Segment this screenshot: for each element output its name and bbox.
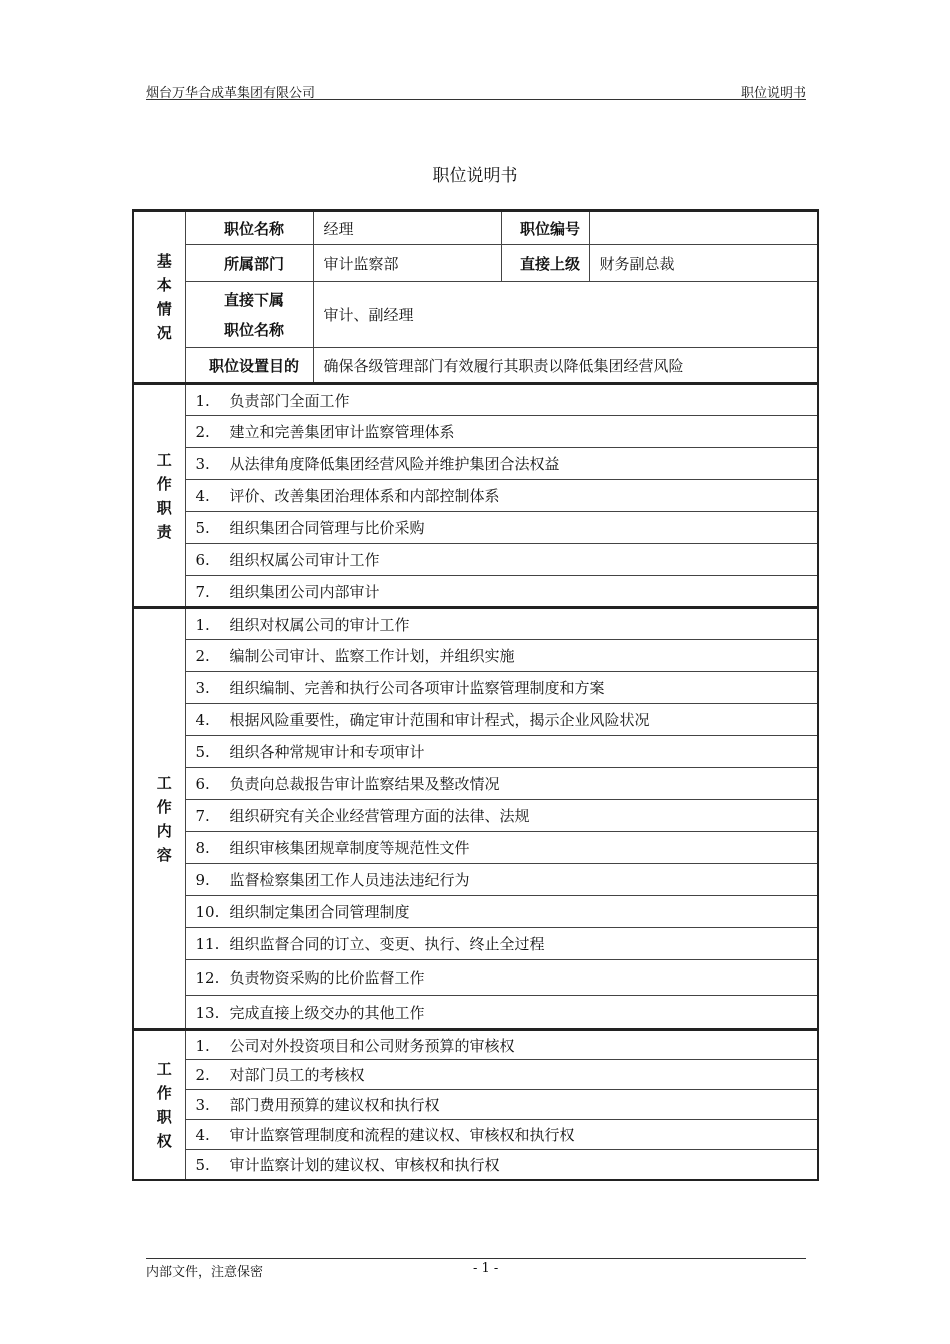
list-item-text: 评价、改善集团治理体系和内部控制体系	[229, 487, 500, 505]
list-item-number: 3.	[195, 679, 210, 697]
list-item-text: 负责向总裁报告审计监察结果及整改情况	[229, 775, 500, 793]
list-item-text: 负责部门全面工作	[229, 391, 350, 410]
list-item-number: 13.	[195, 1003, 220, 1022]
list-item-number: 2.	[195, 1066, 210, 1084]
list-item-text: 公司对外投资项目和公司财务预算的审核权	[229, 1036, 515, 1055]
list-item-text: 负责物资采购的比价监督工作	[229, 969, 425, 987]
footer-divider	[146, 1258, 806, 1259]
section-basic-label: 基本情况	[156, 252, 172, 342]
position-number-value	[589, 211, 818, 245]
footer-confidential-note: 内部文件，注意保密	[146, 1265, 264, 1280]
list-item-number: 5.	[195, 743, 210, 761]
list-item-text: 审计监察管理制度和流程的建议权、审核权和执行权	[229, 1126, 575, 1144]
list-item-number: 6.	[195, 551, 210, 569]
list-item	[185, 512, 818, 544]
list-item-text: 建立和完善集团审计监察管理体系	[229, 423, 455, 441]
list-item-text: 完成直接上级交办的其他工作	[229, 1003, 425, 1022]
department-value: 审计监察部	[313, 245, 501, 282]
list-item-text: 组织对权属公司的审计工作	[229, 615, 410, 634]
list-item	[185, 1090, 818, 1120]
subordinates-label	[185, 282, 313, 348]
direct-superior-label: 直接上级	[501, 245, 589, 282]
list-item	[185, 576, 818, 608]
list-item-text: 对部门员工的考核权	[229, 1066, 365, 1084]
department-label: 所属部门	[185, 245, 313, 282]
header-company: 烟台万华合成革集团有限公司	[146, 86, 316, 101]
list-item	[185, 864, 818, 896]
header-divider	[146, 99, 806, 100]
list-item-number: 5.	[195, 1155, 210, 1174]
list-item	[185, 996, 818, 1030]
list-item	[185, 800, 818, 832]
subordinates-value: 审计、副经理	[313, 282, 818, 348]
position-purpose-value: 确保各级管理部门有效履行其职责以降低集团经营风险	[313, 348, 818, 384]
list-item-number: 2.	[195, 647, 210, 665]
list-item-number: 2.	[195, 423, 210, 441]
list-item	[185, 640, 818, 672]
list-item	[185, 384, 818, 416]
list-item-text: 监督检察集团工作人员违法违纪行为	[229, 871, 470, 889]
list-item	[185, 416, 818, 448]
direct-superior-value: 财务副总裁	[589, 245, 818, 282]
header-doc-type: 职位说明书	[740, 86, 806, 101]
list-item-text: 组织审核集团规章制度等规范性文件	[229, 839, 470, 857]
position-purpose-label: 职位设置目的	[185, 348, 313, 384]
section-authority	[133, 1030, 185, 1180]
list-item-number: 1.	[195, 615, 210, 634]
list-item-number: 3.	[195, 455, 210, 473]
list-item-number: 1.	[195, 391, 210, 410]
list-item	[185, 480, 818, 512]
list-item	[185, 672, 818, 704]
list-item	[185, 544, 818, 576]
list-item-text: 组织集团公司内部审计	[229, 582, 380, 601]
list-item-number: 9.	[195, 871, 210, 889]
section-work-content	[133, 608, 185, 1030]
list-item	[185, 704, 818, 736]
list-item-text: 组织权属公司审计工作	[229, 551, 380, 569]
list-item-text: 组织各种常规审计和专项审计	[229, 743, 425, 761]
list-item-number: 3.	[195, 1096, 210, 1114]
position-number-label: 职位编号	[501, 211, 589, 245]
list-item-number: 8.	[195, 839, 210, 857]
list-item	[185, 608, 818, 640]
page-title: 职位说明书	[432, 166, 518, 186]
list-item	[185, 1150, 818, 1180]
section-duties-label: 工作职责	[156, 450, 172, 541]
section-duties	[133, 384, 185, 608]
footer-page-number: - 1 -	[473, 1261, 499, 1276]
list-item-number: 4.	[195, 487, 210, 505]
list-item-text: 编制公司审计、监察工作计划，并组织实施	[229, 647, 515, 665]
position-name-label: 职位名称	[185, 211, 313, 245]
list-item-number: 7.	[195, 807, 210, 825]
list-item	[185, 960, 818, 996]
list-item-number: 11.	[195, 935, 220, 953]
list-item	[185, 832, 818, 864]
list-item	[185, 1060, 818, 1090]
list-item	[185, 928, 818, 960]
list-item	[185, 768, 818, 800]
list-item-text: 根据风险重要性，确定审计范围和审计程式，揭示企业风险状况	[229, 711, 650, 729]
list-item-text: 组织制定集团合同管理制度	[229, 903, 410, 921]
list-item-text: 组织集团合同管理与比价采购	[229, 519, 425, 537]
list-item	[185, 736, 818, 768]
list-item-text: 审计监察计划的建议权、审核权和执行权	[229, 1155, 500, 1174]
list-item-number: 4.	[195, 711, 210, 729]
list-item-text: 组织研究有关企业经营管理方面的法律、法规	[229, 807, 530, 825]
subordinates-label-line2: 职位名称	[223, 320, 284, 339]
section-basic-info	[133, 211, 185, 384]
list-item-number: 4.	[195, 1126, 210, 1144]
position-description-table	[132, 209, 819, 1181]
position-name-value: 经理	[313, 211, 501, 245]
list-item-text: 组织监督合同的订立、变更、执行、终止全过程	[229, 935, 545, 953]
list-item	[185, 448, 818, 480]
list-item-number: 10.	[195, 903, 220, 921]
list-item-text: 从法律角度降低集团经营风险并维护集团合法权益	[229, 455, 560, 473]
list-item	[185, 1120, 818, 1150]
list-item	[185, 1030, 818, 1060]
list-item-number: 5.	[195, 519, 210, 537]
list-item-number: 7.	[195, 582, 210, 601]
list-item-number: 6.	[195, 775, 210, 793]
list-item-number: 12.	[195, 969, 220, 987]
list-item-number: 1.	[195, 1036, 210, 1055]
list-item-text: 部门费用预算的建议权和执行权	[229, 1096, 440, 1114]
subordinates-label-line1: 直接下属	[223, 290, 284, 309]
section-authority-label: 工作职权	[156, 1059, 172, 1150]
list-item-text: 组织编制、完善和执行公司各项审计监察管理制度和方案	[229, 679, 605, 697]
section-work-content-label: 工作内容	[156, 773, 172, 864]
list-item	[185, 896, 818, 928]
